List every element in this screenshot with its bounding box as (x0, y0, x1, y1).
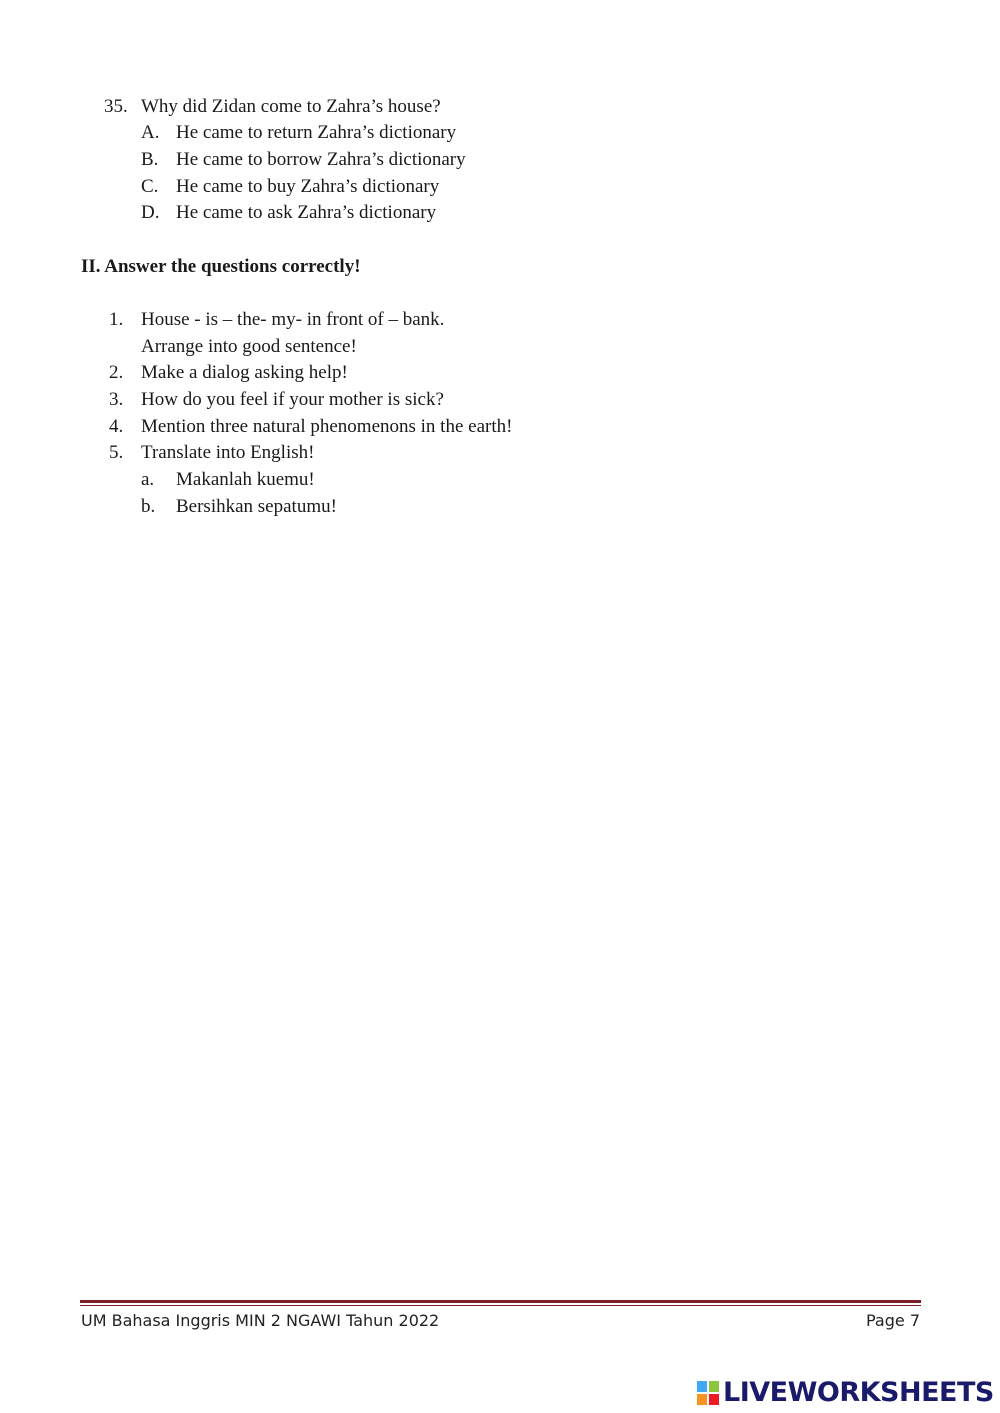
option-text: He came to borrow Zahra’s dictionary (176, 149, 466, 170)
subitem-letter: b. (141, 496, 156, 517)
option-text: He came to ask Zahra’s dictionary (176, 202, 437, 223)
item-text: How do you feel if your mother is sick? (141, 389, 444, 410)
item-text: Make a dialog asking help! (141, 362, 348, 383)
item-number: 5. (109, 442, 124, 463)
item-subtext: Arrange into good sentence! (141, 336, 357, 357)
option-letter: D. (141, 202, 160, 223)
item-text: Mention three natural phenomenons in the earth! (141, 416, 513, 437)
brand-name: LIVEWORKSHEETS (723, 1377, 994, 1408)
section-heading: II. Answer the questions correctly! (81, 256, 361, 277)
option-text: He came to return Zahra’s dictionary (176, 122, 457, 143)
item-text: Translate into English! (141, 442, 315, 463)
option-text: He came to buy Zahra’s dictionary (176, 176, 440, 197)
subitem-letter: a. (141, 469, 155, 490)
option-letter: C. (141, 176, 159, 197)
item-number: 3. (109, 389, 124, 410)
option-letter: B. (141, 149, 159, 170)
option-letter: A. (141, 122, 160, 143)
item-text: House - is – the- my- in front of – bank. (141, 309, 445, 330)
item-number: 4. (109, 416, 124, 437)
footer-title: UM Bahasa Inggris MIN 2 NGAWI Tahun 2022 (81, 1311, 440, 1330)
question-text: Why did Zidan come to Zahra’s house? (141, 96, 441, 117)
logo-grid-icon (697, 1381, 719, 1405)
footer-rule-thin (80, 1305, 921, 1306)
item-number: 1. (109, 309, 124, 330)
subitem-text: Makanlah kuemu! (176, 469, 315, 490)
question-number: 35. (104, 96, 128, 117)
page-number: Page 7 (866, 1311, 920, 1330)
footer-rule (80, 1300, 921, 1303)
subitem-text: Bersihkan sepatumu! (176, 496, 337, 517)
item-number: 2. (109, 362, 124, 383)
